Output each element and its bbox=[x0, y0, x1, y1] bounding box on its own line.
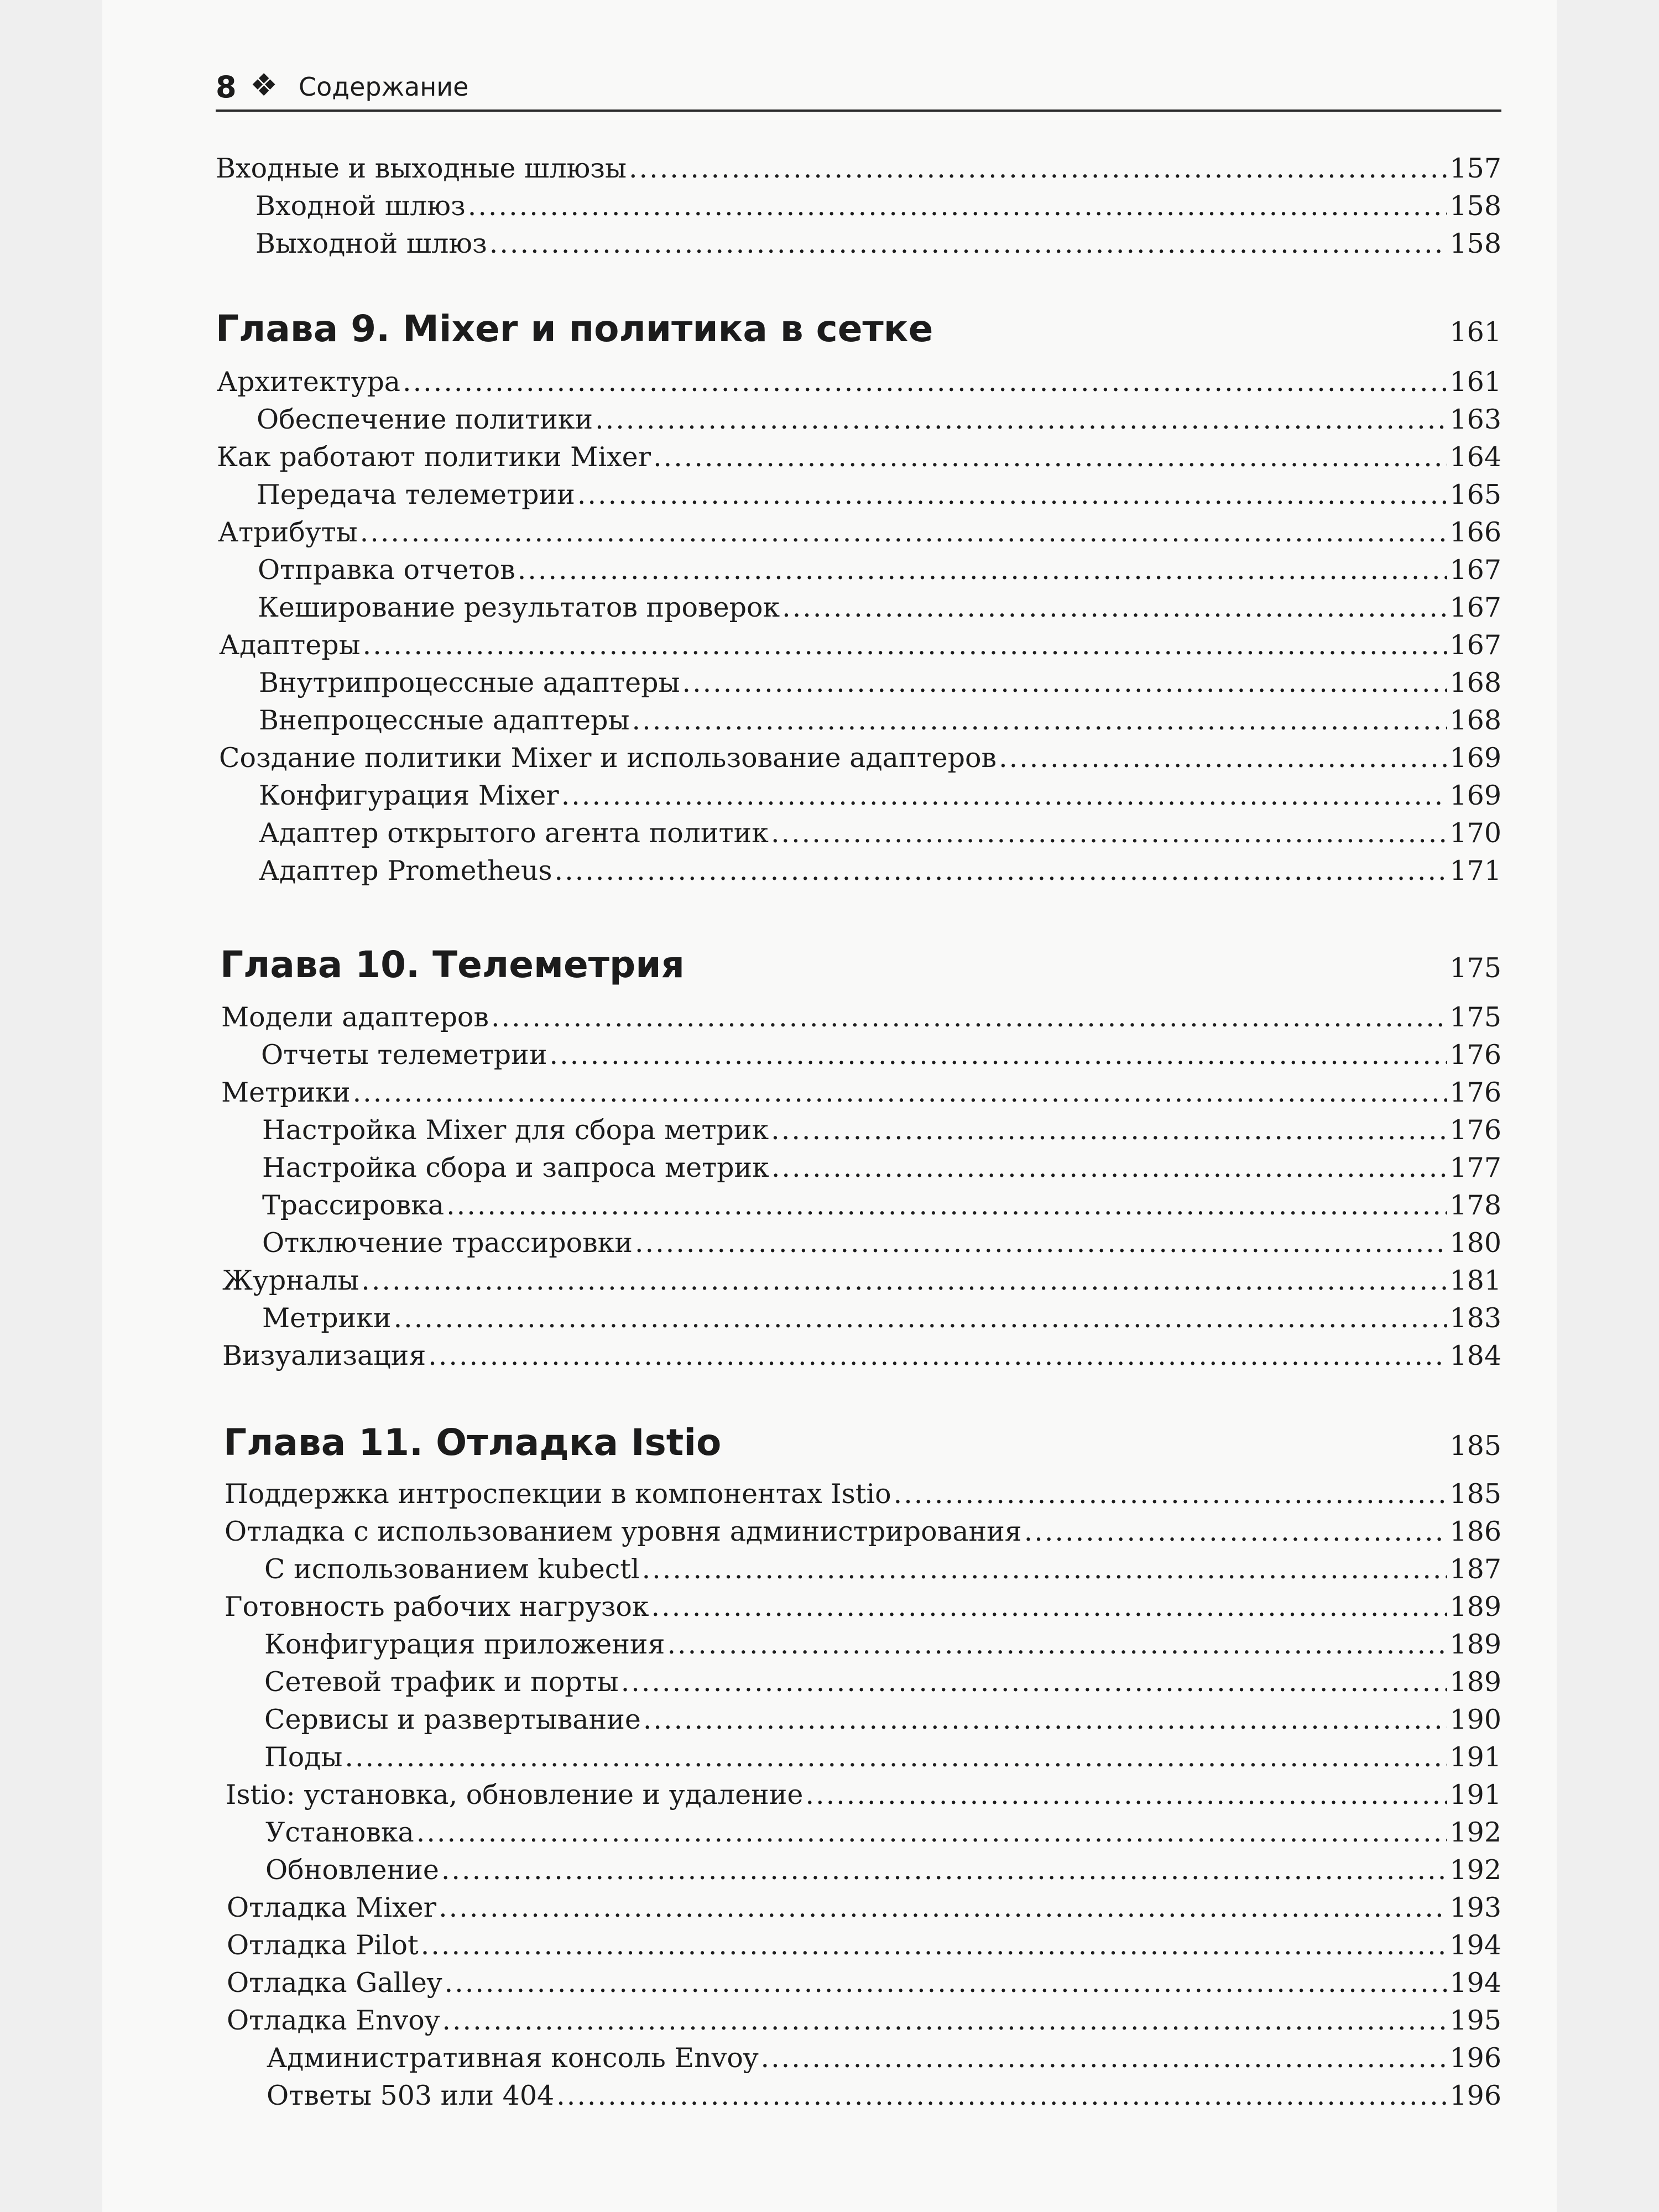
toc-subentry bbox=[264, 1664, 1501, 1702]
toc-entry-page: 196 bbox=[1449, 2042, 1501, 2074]
section-title: Содержание bbox=[299, 72, 469, 102]
leader-dots bbox=[999, 740, 1447, 769]
toc-entry-page: 193 bbox=[1449, 1892, 1501, 1923]
toc-entry bbox=[216, 150, 1501, 188]
toc-entry-title: Готовность рабочих нагрузок bbox=[225, 1591, 649, 1623]
leader-dots bbox=[771, 1150, 1448, 1178]
leader-dots bbox=[635, 1225, 1448, 1254]
toc-entry-title: Поды bbox=[264, 1741, 343, 1773]
leader-dots bbox=[667, 1626, 1447, 1655]
toc-entry-title: Визуализация bbox=[222, 1340, 426, 1371]
toc-entry-page: 191 bbox=[1449, 1779, 1501, 1811]
toc-subentry bbox=[261, 1037, 1501, 1074]
toc-entry-page: 178 bbox=[1449, 1190, 1501, 1221]
toc-entry bbox=[227, 1927, 1501, 1965]
leader-dots bbox=[468, 188, 1448, 217]
toc-entry-page: 192 bbox=[1449, 1854, 1501, 1886]
toc-entry bbox=[225, 1589, 1501, 1626]
toc-entry-title: Отладка с использованием уровня администрирования bbox=[225, 1516, 1022, 1547]
toc-entry-title: Отладка Envoy bbox=[227, 2005, 440, 2036]
leader-dots bbox=[421, 1927, 1448, 1956]
toc-entry-page: 196 bbox=[1449, 2080, 1501, 2111]
toc-entry-title: Отправка отчетов bbox=[258, 554, 515, 586]
leader-dots bbox=[416, 1814, 1448, 1843]
toc-subentry bbox=[264, 1626, 1501, 1664]
toc-subentry bbox=[259, 815, 1501, 853]
toc-entry-page: 164 bbox=[1449, 441, 1501, 473]
leader-dots bbox=[621, 1664, 1448, 1693]
toc-subentry bbox=[255, 188, 1501, 226]
toc-entry-title: Отладка Pilot bbox=[227, 1929, 419, 1961]
leader-dots bbox=[782, 589, 1447, 618]
toc-subentry bbox=[259, 778, 1501, 815]
toc-entry-title: Кеширование результатов проверок bbox=[258, 592, 780, 623]
leader-dots bbox=[441, 1852, 1448, 1881]
toc-entry bbox=[227, 1890, 1501, 1927]
toc-subentry bbox=[262, 1225, 1501, 1262]
toc-entry-page: 192 bbox=[1449, 1817, 1501, 1848]
toc-entry-page: 176 bbox=[1449, 1077, 1501, 1108]
toc-subentry bbox=[258, 589, 1501, 627]
chapter-heading bbox=[220, 942, 1501, 988]
toc-entry-title: Входной шлюз bbox=[255, 190, 466, 222]
toc-subentry bbox=[264, 1551, 1501, 1589]
leader-dots bbox=[556, 2078, 1447, 2106]
toc-entry-title: Внутрипроцессные адаптеры bbox=[259, 667, 680, 698]
toc-entry-page: 170 bbox=[1449, 817, 1501, 849]
toc-entry-page: 189 bbox=[1449, 1591, 1501, 1623]
leader-dots bbox=[1024, 1514, 1448, 1542]
leader-dots bbox=[491, 999, 1447, 1028]
toc-subentry bbox=[255, 226, 1501, 263]
toc-entry-page: 161 bbox=[1449, 366, 1501, 398]
toc-entry-title: Обеспечение политики bbox=[257, 404, 593, 435]
leader-dots bbox=[442, 2002, 1447, 2031]
toc-entry-title: Адаптеры bbox=[219, 629, 361, 661]
leader-dots bbox=[687, 945, 1448, 977]
toc-entry-page: 186 bbox=[1449, 1516, 1501, 1547]
toc-entry-page: 187 bbox=[1449, 1553, 1501, 1585]
leader-dots bbox=[403, 364, 1447, 393]
toc-entry-page: 181 bbox=[1449, 1265, 1501, 1296]
leader-dots bbox=[353, 1074, 1448, 1103]
chapter-title: Глава 11. Отладка Istio bbox=[223, 1421, 722, 1464]
toc-entry-page: 180 bbox=[1449, 1227, 1501, 1259]
toc-entry-title: Выходной шлюз bbox=[255, 228, 487, 259]
toc-entry-title: Метрики bbox=[221, 1077, 351, 1108]
toc-entry-page: 169 bbox=[1449, 742, 1501, 774]
leader-dots bbox=[651, 1589, 1448, 1618]
toc-entry bbox=[222, 1262, 1501, 1300]
toc-entry-page: 184 bbox=[1449, 1340, 1501, 1371]
toc-entry-title: Внепроцессные адаптеры bbox=[259, 705, 630, 736]
leader-dots bbox=[360, 514, 1448, 543]
toc-entry-page: 158 bbox=[1449, 190, 1501, 222]
chapter-heading bbox=[223, 1420, 1501, 1466]
toc-entry-page: 185 bbox=[1449, 1478, 1501, 1510]
toc-entry-title: Поддержка интроспекции в компонентах Istio bbox=[225, 1478, 891, 1510]
leader-dots bbox=[771, 1112, 1447, 1141]
toc-entry bbox=[219, 740, 1501, 778]
toc-entry-title: Журналы bbox=[222, 1265, 359, 1296]
toc-entry-title: Как работают политики Mixer bbox=[217, 441, 651, 473]
toc-entry-title: Создание политики Mixer и использование адаптеров bbox=[219, 742, 997, 774]
toc-entry-page: 158 bbox=[1449, 228, 1501, 259]
toc-entry-page: 165 bbox=[1449, 479, 1501, 510]
toc-entry-title: Ответы 503 или 404 bbox=[267, 2080, 555, 2111]
toc-entry-page: 190 bbox=[1449, 1704, 1501, 1735]
toc-entry-title: Передача телеметрии bbox=[257, 479, 575, 510]
leader-dots bbox=[489, 226, 1448, 254]
chapter-page: 175 bbox=[1449, 952, 1501, 984]
toc-entry bbox=[217, 364, 1501, 401]
toc-subentry bbox=[257, 477, 1501, 514]
leader-dots bbox=[446, 1187, 1447, 1216]
toc-entry-title: Сервисы и развертывание bbox=[264, 1704, 641, 1735]
toc-entry bbox=[222, 1338, 1501, 1375]
toc-entry-title: Адаптер открытого агента политик bbox=[259, 817, 769, 849]
toc-entry bbox=[227, 1965, 1501, 2002]
leader-dots bbox=[761, 2040, 1448, 2069]
toc-subentry bbox=[264, 1739, 1501, 1777]
toc-subentry bbox=[265, 1814, 1501, 1852]
toc-entry-page: 176 bbox=[1449, 1039, 1501, 1071]
toc-entry bbox=[226, 1777, 1501, 1814]
toc-subentry bbox=[262, 1187, 1501, 1225]
toc-subentry bbox=[267, 2078, 1501, 2115]
toc-entry-title: Сетевой трафик и порты bbox=[264, 1666, 619, 1698]
toc-entry-page: 157 bbox=[1449, 153, 1501, 184]
toc-entry-page: 176 bbox=[1449, 1114, 1501, 1146]
leader-dots bbox=[428, 1338, 1447, 1366]
toc-entry-title: С использованием kubectl bbox=[264, 1553, 640, 1585]
toc-entry-title: Адаптер Prometheus bbox=[259, 855, 552, 886]
leader-dots bbox=[629, 150, 1448, 179]
toc-entry bbox=[219, 627, 1501, 665]
toc-subentry bbox=[265, 1852, 1501, 1890]
toc-entry-page: 171 bbox=[1449, 855, 1501, 886]
toc-entry-page: 189 bbox=[1449, 1629, 1501, 1660]
toc-subentry bbox=[259, 853, 1501, 890]
leader-dots bbox=[723, 1423, 1447, 1455]
toc-entry bbox=[221, 999, 1501, 1037]
toc-entry-title: Отключение трассировки bbox=[262, 1227, 633, 1259]
chapter-title: Глава 9. Mixer и политика в сетке bbox=[216, 307, 933, 350]
toc-entry-title: Входные и выходные шлюзы bbox=[216, 153, 627, 184]
toc-entry-title: Установка bbox=[265, 1817, 414, 1848]
leader-dots bbox=[771, 815, 1448, 844]
toc-entry-page: 167 bbox=[1449, 592, 1501, 623]
toc-entry-page: 177 bbox=[1449, 1152, 1501, 1183]
leader-dots bbox=[653, 439, 1447, 468]
toc-entry-page: 195 bbox=[1449, 2005, 1501, 2036]
toc-subentry bbox=[262, 1300, 1501, 1338]
leader-dots bbox=[361, 1262, 1447, 1291]
leader-dots bbox=[561, 778, 1448, 806]
toc-entry-page: 194 bbox=[1449, 1967, 1501, 1999]
toc-entry-title: Конфигурация Mixer bbox=[259, 780, 559, 811]
leader-dots bbox=[805, 1777, 1447, 1806]
toc-entry-title: Атрибуты bbox=[218, 517, 358, 548]
toc-entry-page: 191 bbox=[1449, 1741, 1501, 1773]
chapter-heading bbox=[216, 306, 1501, 352]
leader-dots bbox=[682, 665, 1448, 693]
toc-entry-page: 168 bbox=[1449, 705, 1501, 736]
toc-entry-page: 194 bbox=[1449, 1929, 1501, 1961]
toc-entry-page: 167 bbox=[1449, 554, 1501, 586]
toc-entry-title: Отладка Galley bbox=[227, 1967, 442, 1999]
toc-subentry bbox=[259, 702, 1501, 740]
toc-entry-page: 175 bbox=[1449, 1001, 1501, 1033]
chapter-page: 161 bbox=[1449, 316, 1501, 348]
leader-dots bbox=[394, 1300, 1448, 1329]
toc-subentry bbox=[259, 665, 1501, 702]
toc-subentry bbox=[257, 401, 1501, 439]
toc-entry bbox=[225, 1514, 1501, 1551]
leader-dots bbox=[363, 627, 1448, 656]
leader-dots bbox=[550, 1037, 1448, 1066]
leader-dots bbox=[445, 1965, 1448, 1994]
chapter-title: Глава 10. Телеметрия bbox=[220, 943, 685, 986]
toc-entry-title: Istio: установка, обновление и удаление bbox=[226, 1779, 804, 1811]
leader-dots bbox=[345, 1739, 1447, 1768]
toc-entry-page: 163 bbox=[1449, 404, 1501, 435]
chapter-page: 185 bbox=[1449, 1430, 1501, 1462]
toc-entry-title: Настройка Mixer для сбора метрик bbox=[262, 1114, 769, 1146]
leader-dots bbox=[894, 1476, 1448, 1505]
toc-entry-title: Трассировка bbox=[262, 1190, 445, 1221]
toc-entry-page: 189 bbox=[1449, 1666, 1501, 1698]
toc-subentry bbox=[264, 1702, 1501, 1739]
toc-entry bbox=[221, 1074, 1501, 1112]
toc-entry-page: 183 bbox=[1449, 1302, 1501, 1334]
toc-entry-title: Конфигурация приложения bbox=[264, 1629, 665, 1660]
leader-dots bbox=[555, 853, 1448, 881]
toc-entry-title: Административная консоль Envoy bbox=[267, 2042, 759, 2074]
toc-entry-page: 167 bbox=[1449, 629, 1501, 661]
toc-entry-title: Метрики bbox=[262, 1302, 392, 1334]
toc-subentry bbox=[267, 2040, 1501, 2078]
toc-entry-title: Обновление bbox=[265, 1854, 439, 1886]
toc-entry-page: 166 bbox=[1449, 517, 1501, 548]
leader-dots bbox=[935, 309, 1447, 341]
toc-entry-title: Архитектура bbox=[217, 366, 401, 398]
page-number: 8 bbox=[216, 70, 237, 105]
toc-entry bbox=[227, 2002, 1501, 2040]
toc-entry-title: Настройка сбора и запроса метрик bbox=[262, 1152, 769, 1183]
leader-dots bbox=[643, 1702, 1448, 1730]
leader-dots bbox=[577, 477, 1448, 505]
toc-entry bbox=[218, 514, 1501, 552]
leader-dots bbox=[518, 552, 1448, 581]
toc-subentry bbox=[262, 1150, 1501, 1187]
toc-entry-page: 169 bbox=[1449, 780, 1501, 811]
toc-entry bbox=[217, 439, 1501, 477]
toc-entry-title: Отладка Mixer bbox=[227, 1892, 437, 1923]
leader-dots bbox=[642, 1551, 1448, 1580]
leader-dots bbox=[595, 401, 1447, 430]
leader-dots bbox=[632, 702, 1448, 731]
toc-subentry bbox=[262, 1112, 1501, 1150]
toc-entry bbox=[225, 1476, 1501, 1514]
leader-dots bbox=[439, 1890, 1447, 1918]
toc-entry-title: Отчеты телеметрии bbox=[261, 1039, 547, 1071]
toc-entry-title: Модели адаптеров bbox=[221, 1001, 489, 1033]
ornament-icon: ❖ bbox=[250, 67, 278, 103]
toc-subentry bbox=[258, 552, 1501, 589]
toc-entry-page: 168 bbox=[1449, 667, 1501, 698]
